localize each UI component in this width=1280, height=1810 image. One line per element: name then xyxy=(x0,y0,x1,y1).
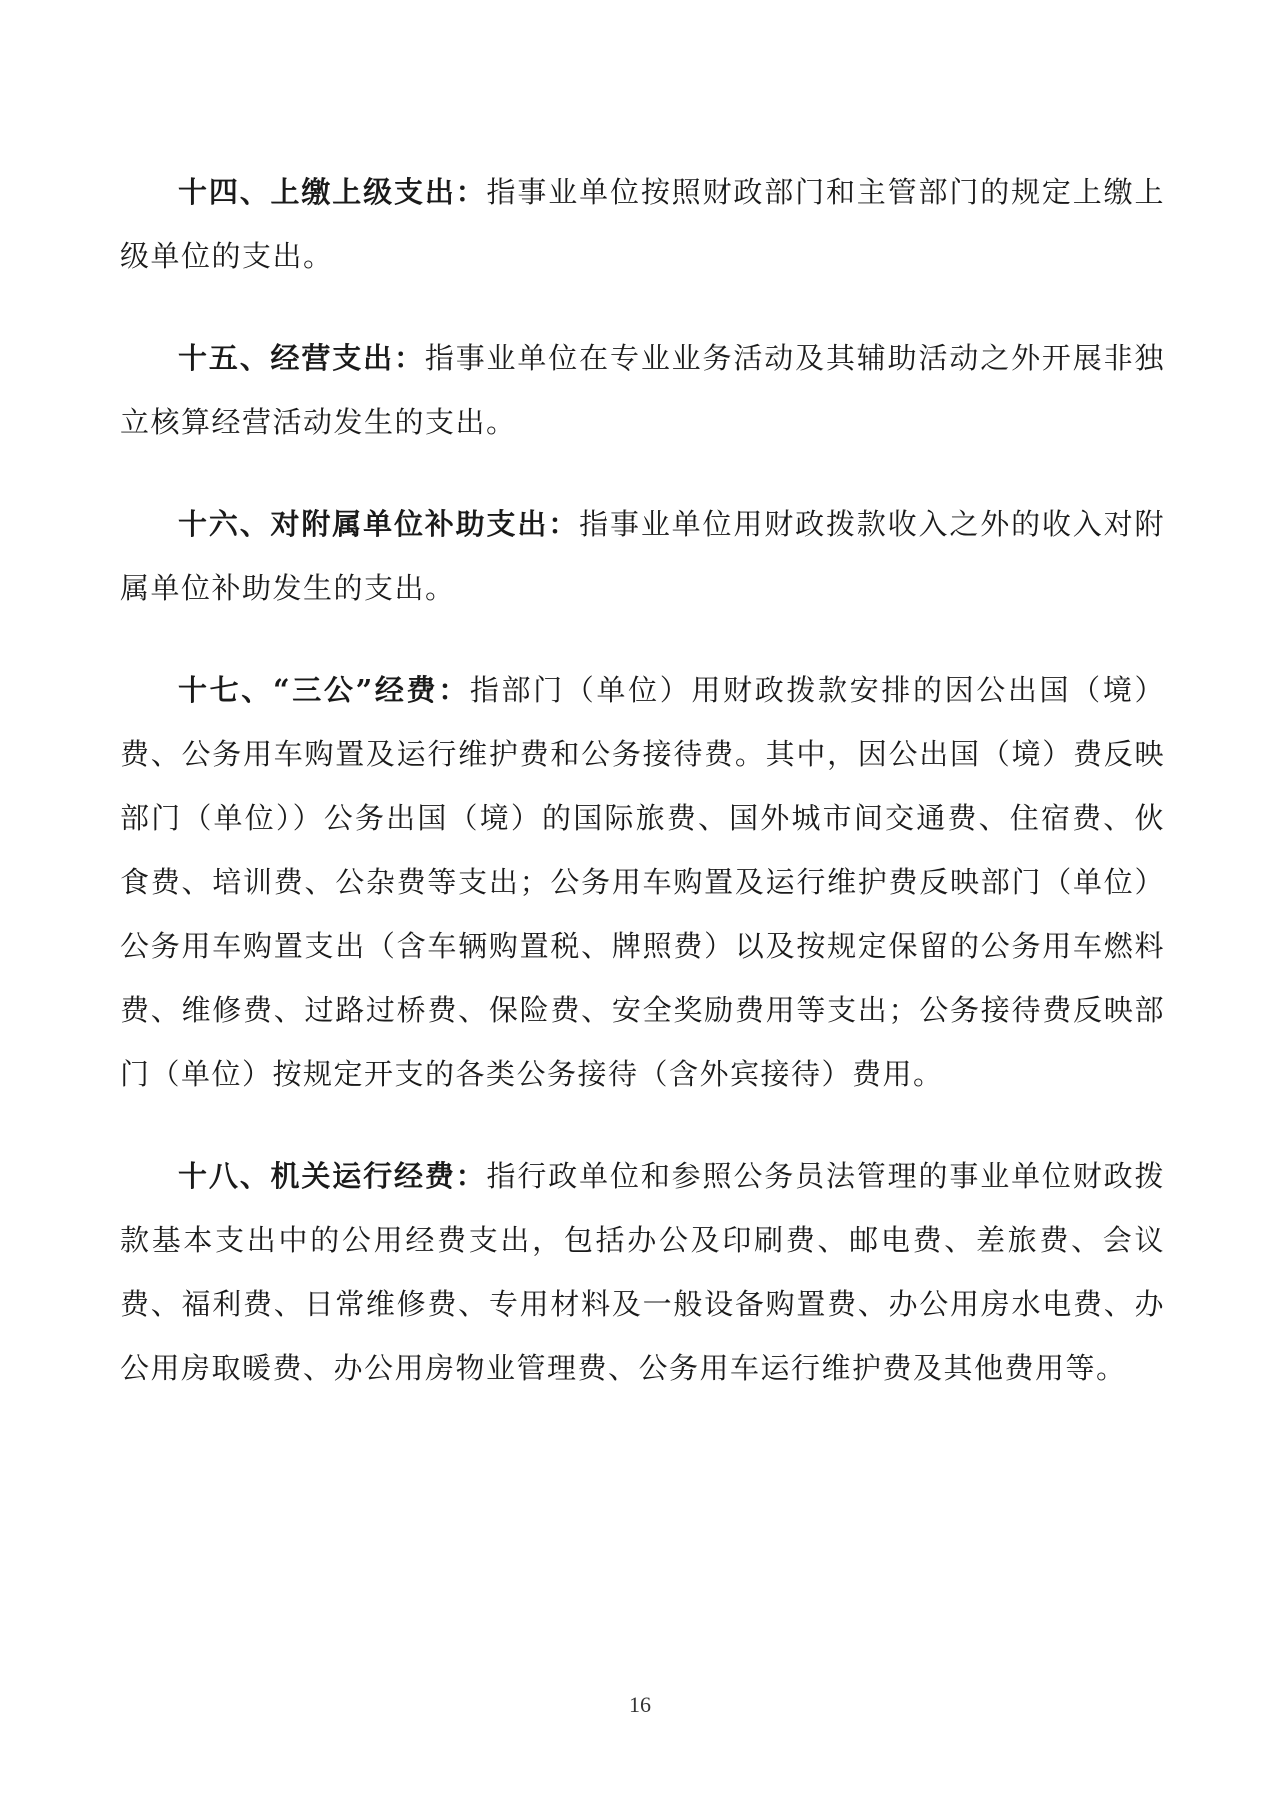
paragraph-18 xyxy=(120,1144,1165,1400)
term-definition: 指行政单位和参照公务员法管理的事业单位财政拨款基本支出中的公用经费支出，包括办公及印刷费、邮电费、差旅费、会议费、福利费、日常维修费、专用材料及一般设备购置费、办公用房水电费、办公用房取暖费、办公用房物业管理费、公务用车运行维护费及其他费用等。 xyxy=(120,1159,1165,1385)
term-heading: 十八、机关运行经费： xyxy=(178,1159,487,1193)
term-definition: 指事业单位在专业业务活动及其辅助活动之外开展非独立核算经营活动发生的支出。 xyxy=(120,341,1165,439)
term-definition: 指事业单位按照财政部门和主管部门的规定上缴上级单位的支出。 xyxy=(120,175,1165,273)
paragraph-15 xyxy=(120,326,1165,454)
term-definition: 指事业单位用财政拨款收入之外的收入对附属单位补助发生的支出。 xyxy=(120,507,1165,605)
term-heading: 十七、“三公”经费： xyxy=(178,673,470,707)
paragraph-16 xyxy=(120,492,1165,620)
paragraph-14 xyxy=(120,160,1165,288)
term-definition: 指部门（单位）用财政拨款安排的因公出国（境）费、公务用车购置及运行维护费和公务接待费。其中，因公出国（境）费反映部门（单位））公务出国（境）的国际旅费、国外城市间交通费、住宿费、伙食费、培训费、公杂费等支出；公务用车购置及运行维护费反映部门（单位）公务用车购置支出（含车辆购置税、牌照费）以及按规定保留的公务用车燃料费、维修费、过路过桥费、保险费、安全奖励费用等支出；公务接待费反映部门（单位）按规定开支的各类公务接待（含外宾接待）费用。 xyxy=(120,673,1165,1091)
page-number: 16 xyxy=(629,1692,651,1717)
term-heading: 十六、对附属单位补助支出： xyxy=(178,507,580,541)
paragraph-17 xyxy=(120,658,1165,1106)
document-body xyxy=(120,160,1165,1438)
term-heading: 十四、上缴上级支出： xyxy=(178,175,487,209)
term-heading: 十五、经营支出： xyxy=(178,341,425,375)
